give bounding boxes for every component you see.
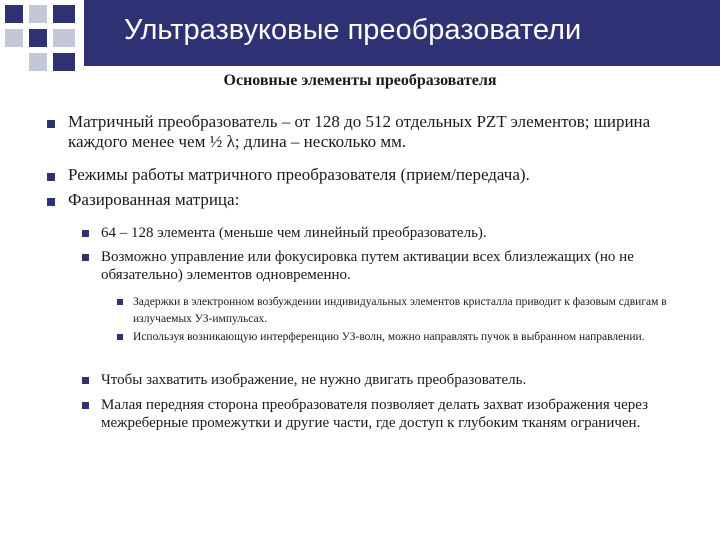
bullet-marker — [47, 198, 55, 206]
bullet-marker — [82, 377, 89, 384]
bullet-marker — [47, 120, 55, 128]
decor-square — [29, 5, 47, 23]
bullet-marker — [82, 402, 89, 409]
bullet-text: Режимы работы матричного преобразователя (прием/передача). — [68, 165, 530, 184]
slide-title: Ультразвуковые преобразователи — [124, 14, 582, 46]
sub-bullet-text: Возможно управление или фокусировка путем активации всех близлежащих (но не обязательно) элементов одновременно. — [101, 249, 634, 283]
decor-square — [29, 29, 47, 47]
decor-square — [5, 29, 23, 47]
sub-sub-bullet-text: Задержки в электронном возбуждении индивидуальных элементов кристалла приводит к фазовым сдвигам в излучаемых УЗ-импульсах. — [133, 296, 667, 325]
decor-square — [53, 5, 75, 23]
decor-square — [53, 29, 75, 47]
decor-square — [5, 5, 23, 23]
bullet-marker — [47, 173, 55, 181]
slide-subtitle: Основные элементы преобразователя — [223, 72, 497, 89]
bullet-marker — [117, 299, 123, 305]
sub-bullet-text: Малая передняя сторона преобразователя позволяет делать захват изображения через межреберные промежутки и другие части, где доступ к глубоким тканям ограничен. — [101, 397, 649, 431]
bullet-text: Фазированная матрица: — [68, 190, 240, 209]
sub-bullet-text: Чтобы захватить изображение, не нужно двигать преобразователь. — [101, 372, 527, 388]
sub-bullet-text: 64 – 128 элемента (меньше чем линейный преобразователь). — [101, 225, 487, 241]
slide-header — [0, 0, 720, 80]
decor-square — [53, 53, 75, 71]
bullet-marker — [117, 334, 123, 340]
bullet-marker — [82, 254, 89, 261]
bullet-text: Матричный преобразователь – от 128 до 512 отдельных PZT элементов; ширина каждого менее чем ½ λ; длина – несколько мм. — [68, 112, 651, 152]
decor-square — [29, 53, 47, 71]
sub-sub-bullet-text: Используя возникающую интерференцию УЗ-волн, можно направлять пучок в выбранном направлении. — [133, 331, 645, 343]
bullet-marker — [82, 230, 89, 237]
